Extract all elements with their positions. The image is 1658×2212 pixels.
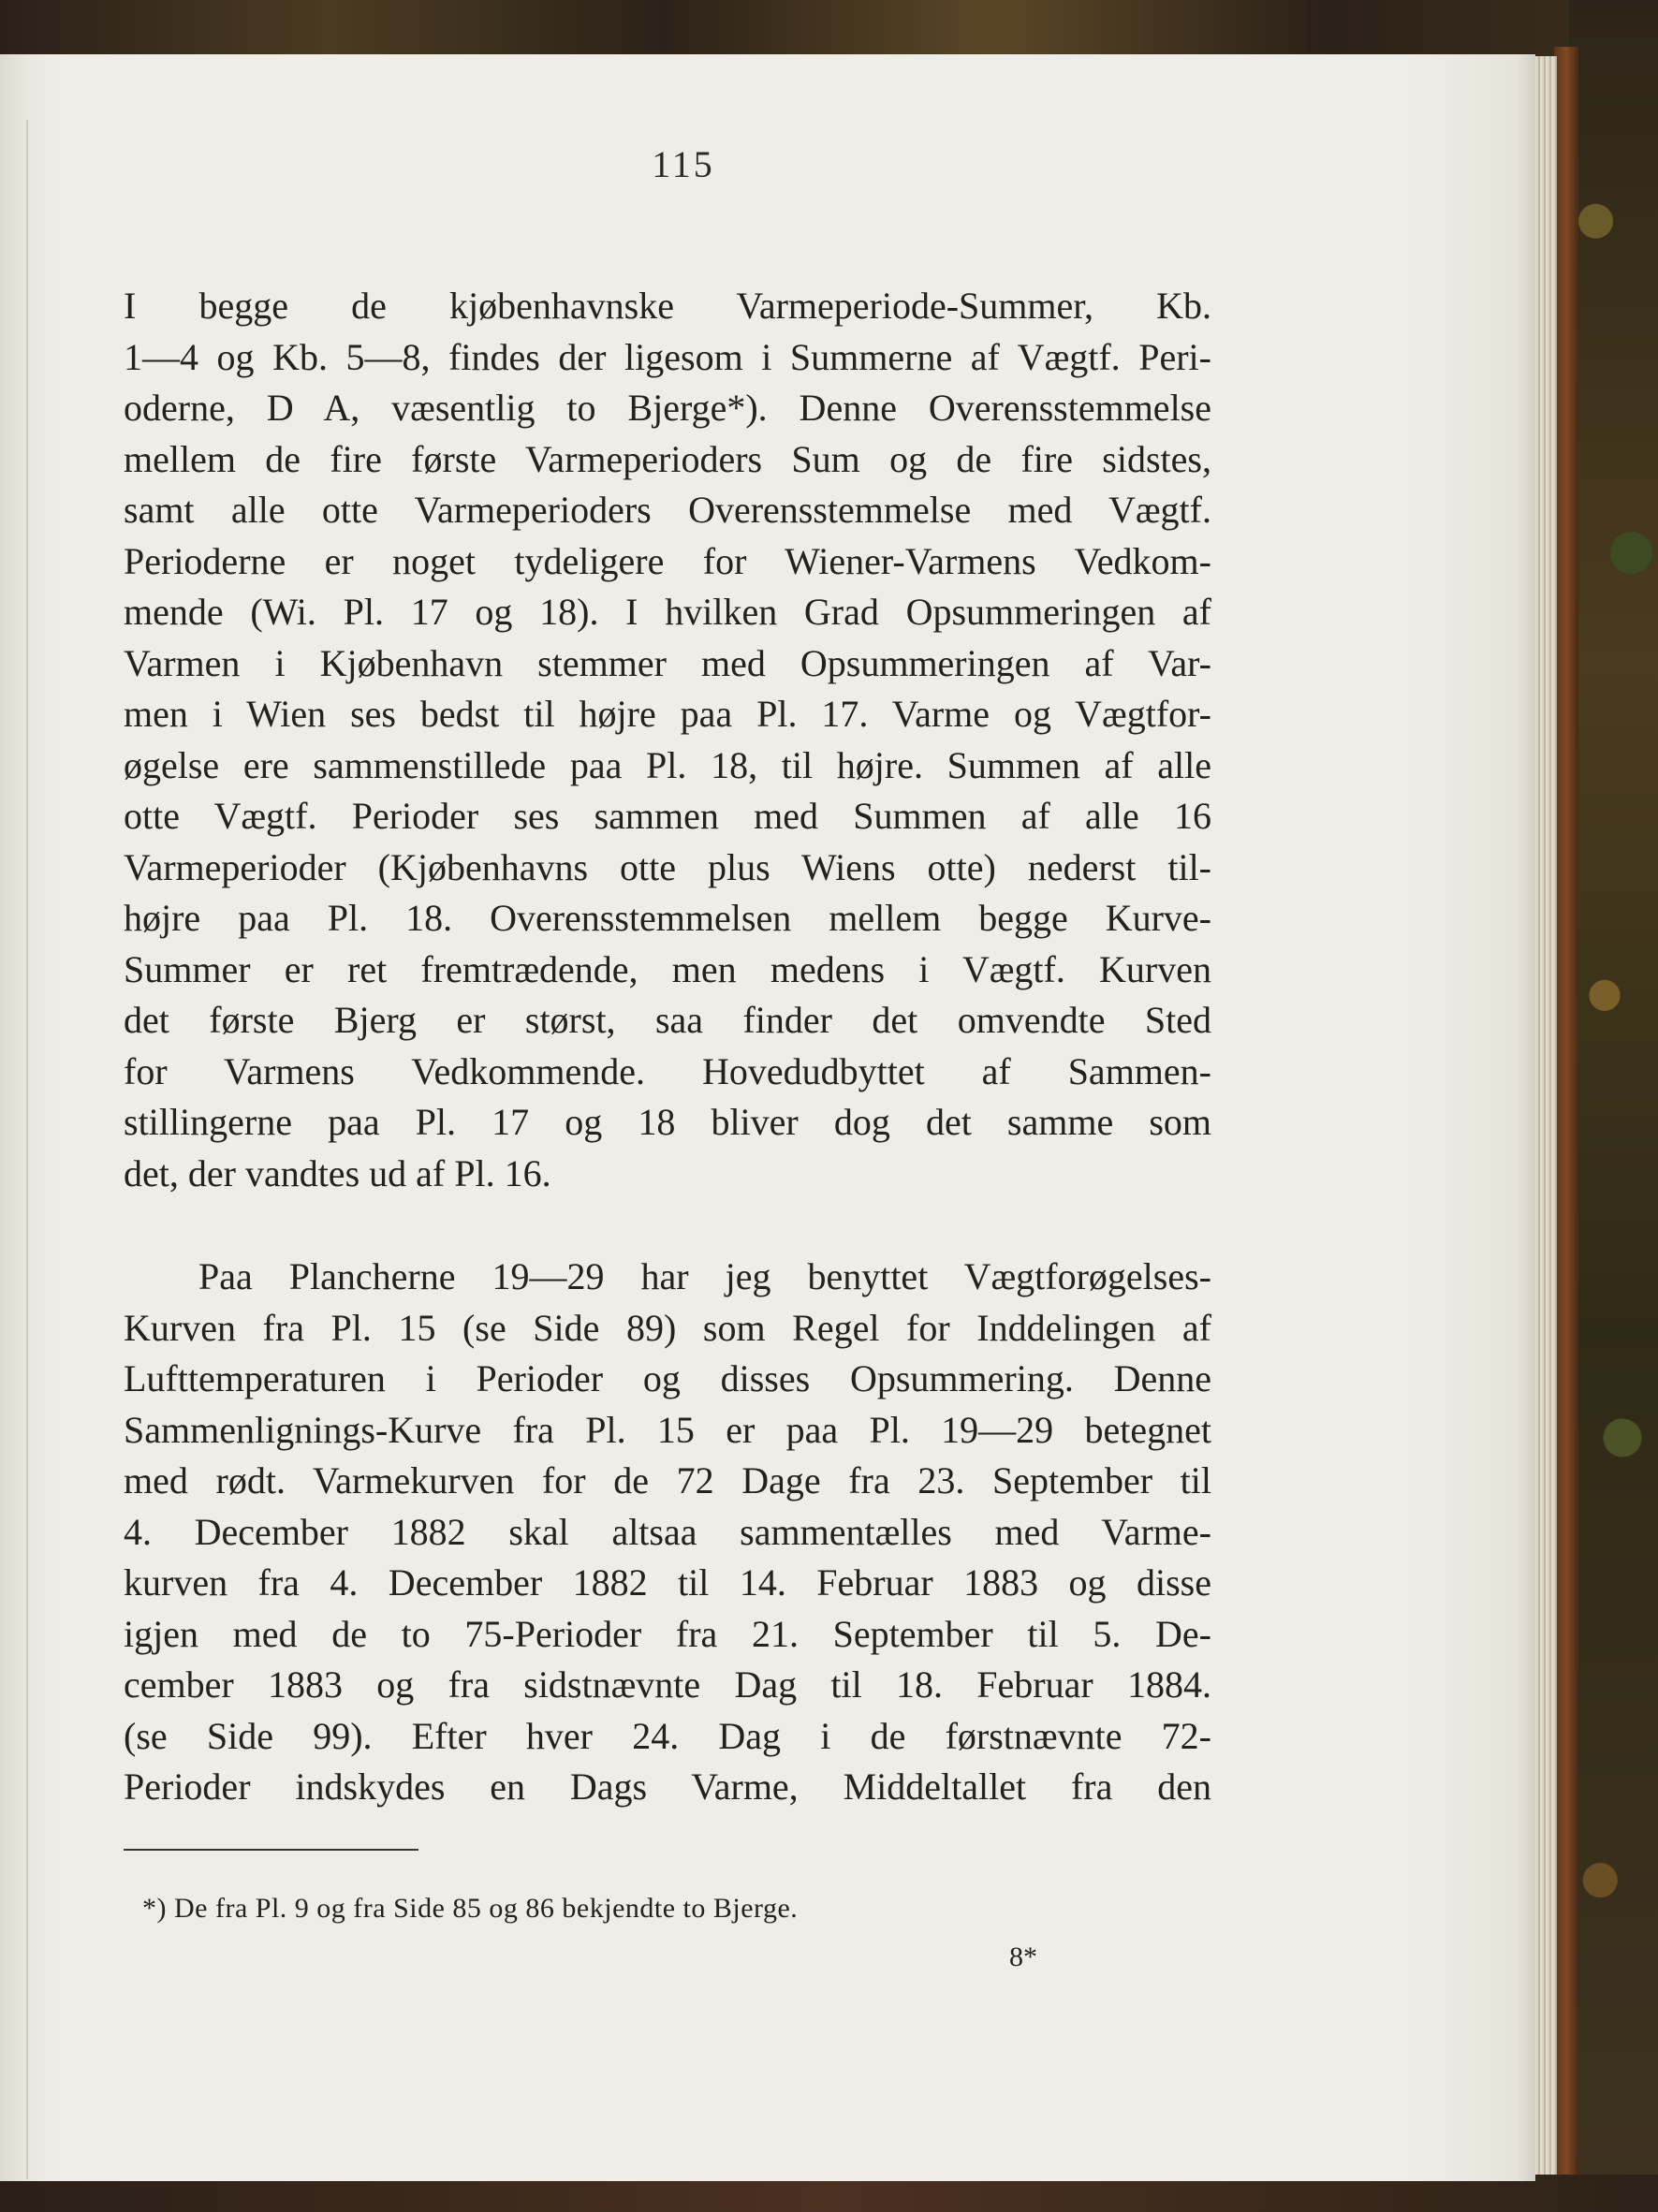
text-line: samt alle otte Varmeperioders Overensstemmelse med Vægtf. (124, 489, 1211, 531)
text-line: I begge de kjøbenhavnske Varmeperiode-Summer, Kb. (124, 285, 1211, 327)
leather-spine-edge (1554, 47, 1578, 2190)
text-line: stillingerne paa Pl. 17 og 18 bliver dog det samme som (124, 1101, 1211, 1143)
text-line: 4. December 1882 skal altsaa sammentælles med Varme- (124, 1510, 1211, 1553)
text-line: øgelse ere sammenstillede paa Pl. 18, til højre. Summen af alle (124, 743, 1211, 786)
paragraph-gap (124, 1199, 1211, 1252)
book-top-edge (0, 0, 1658, 58)
text-line: Perioder indskydes en Dags Varme, Middeltallet fra den (124, 1765, 1211, 1808)
text-line: Perioderne er noget tydeligere for Wiener-Varmens Vedkom- (124, 539, 1211, 582)
text-line: højre paa Pl. 18. Overensstemmelsen mellem begge Kurve- (124, 897, 1211, 939)
text-line: oderne, D A, væsentlig to Bjerge*). Denne Overensstemmelse (124, 387, 1211, 429)
text-line: Paa Plancherne 19—29 har jeg benyttet Vægtforøgelses- (198, 1255, 1211, 1297)
text-line: mellem de fire første Varmeperioders Sum og de fire sidstes, (124, 437, 1211, 480)
text-line: men i Wien ses bedst til højre paa Pl. 17. Varme og Vægtfor- (124, 693, 1211, 735)
text-line: Varmen i Kjøbenhavn stemmer med Opsummeringen af Var- (124, 641, 1211, 684)
text-line: (se Side 99). Efter hver 24. Dag i de førstnævnte 72- (124, 1714, 1211, 1757)
page-gutter (26, 120, 28, 2179)
text-line: for Varmens Vedkommende. Hovedudbyttet af Sammen- (124, 1049, 1211, 1092)
text-line: Kurven fra Pl. 15 (se Side 89) som Regel for Inddelingen af (124, 1306, 1211, 1349)
body-text (124, 281, 1211, 1813)
text-line: det første Bjerg er størst, saa finder det omvendte Sted (124, 999, 1211, 1041)
text-line: otte Vægtf. Perioder ses sammen med Summen af alle 16 (124, 795, 1211, 837)
footnote-rule (124, 1849, 418, 1851)
paragraph-2 (124, 1252, 1211, 1813)
page-number: 115 (652, 143, 715, 185)
text-line: Lufttemperaturen i Perioder og disses Opsummering. Denne (124, 1357, 1211, 1399)
text-line: 1—4 og Kb. 5—8, findes der ligesom i Summerne af Vægtf. Peri- (124, 335, 1211, 378)
text-line: Summer er ret fremtrædende, men medens i Vægtf. Kurven (124, 947, 1211, 990)
footnote: *) De fra Pl. 9 og fra Side 85 og 86 bekjendte to Bjerge. (142, 1893, 799, 1924)
text-line: kurven fra 4. December 1882 til 14. Februar 1883 og disse (124, 1561, 1211, 1604)
text-line: cember 1883 og fra sidstnævnte Dag til 18. Februar 1884. (124, 1663, 1211, 1706)
text-line: mende (Wi. Pl. 17 og 18). I hvilken Grad Opsummeringen af (124, 591, 1211, 633)
signature-mark: 8* (1009, 1941, 1037, 1972)
text-line: Varmeperioder (Kjøbenhavns otte plus Wiens otte) nederst til- (124, 845, 1211, 888)
marbled-book-cover (1569, 0, 1658, 2212)
text-line: Sammenlignings-Kurve fra Pl. 15 er paa Pl. 19—29 betegnet (124, 1408, 1211, 1451)
text-line: med rødt. Varmekurven for de 72 Dage fra 23. September til (124, 1459, 1211, 1502)
text-line: igjen med de to 75-Perioder fra 21. September til 5. De- (124, 1612, 1211, 1655)
paragraph-1 (124, 281, 1211, 1199)
text-line: det, der vandtes ud af Pl. 16. (124, 1151, 551, 1194)
